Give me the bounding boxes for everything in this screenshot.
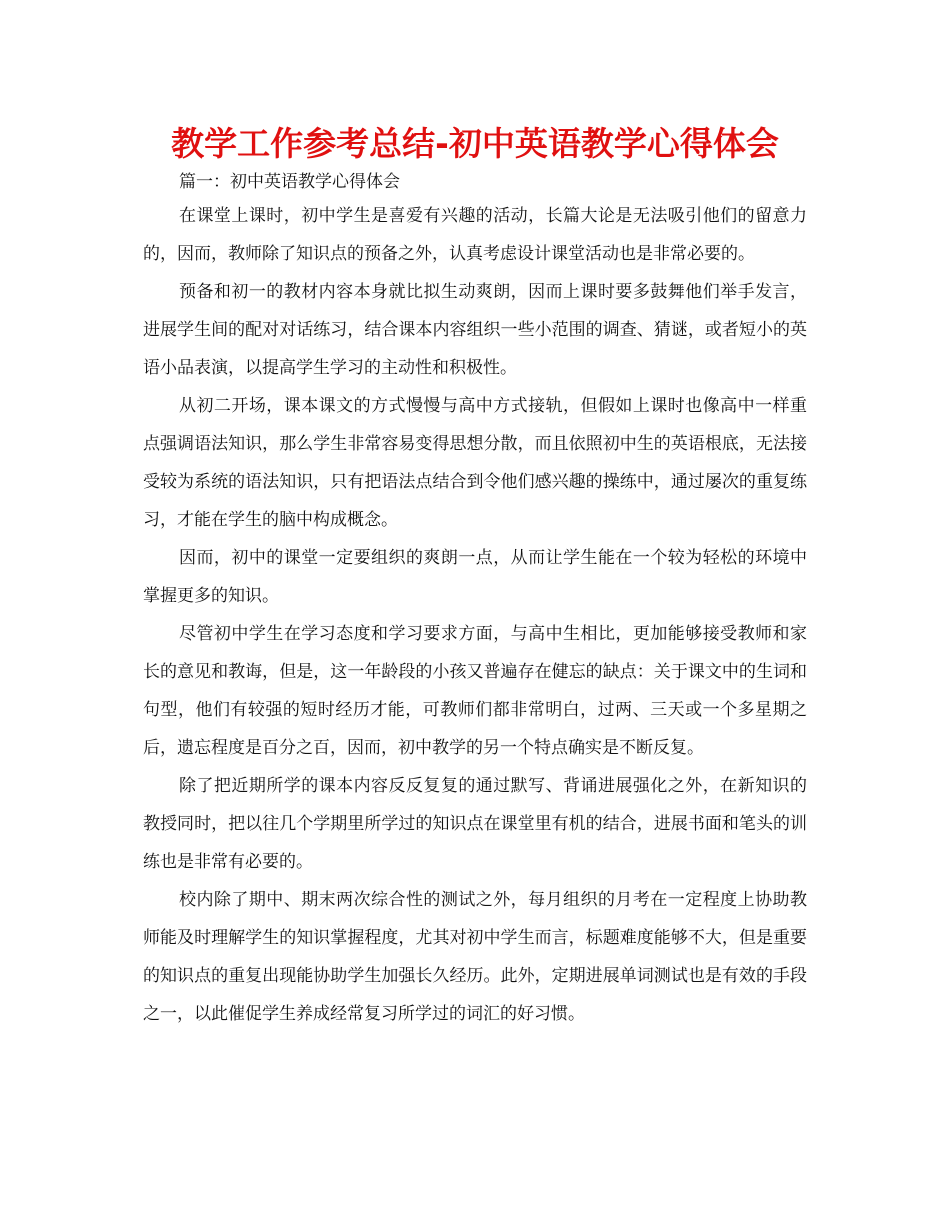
paragraph-2: 预备和初一的教材内容本身就比拟生动爽朗，因而上课时要多鼓舞他们举手发言，进展学生间的配对对话练习，结合课本内容组织一些小范围的调查、猜谜，或者短小的英语小品表演，以提高学生学习的主动性和积极性。 bbox=[143, 282, 807, 378]
paragraph-7: 校内除了期中、期末两次综合性的测试之外，每月组织的月考在一定程度上协助教师能及时理解学生的知识掌握程度，尤其对初中学生而言，标题难度能够不大，但是重要的知识点的重复出现能协助学生加强长久经历。此外，定期进展单词测试也是有效的手段之一，以此催促学生养成经常复习所学过的词汇的好习惯。 bbox=[143, 890, 807, 1024]
paragraph-5: 尽管初中学生在学习态度和学习要求方面，与高中生相比，更加能够接受教师和家长的意见和教诲，但是，这一年龄段的小孩又普遍存在健忘的缺点：关于课文中的生词和句型，他们有较强的短时经历才能，可教师们都非常明白，过两、三天或一个多星期之后，遗忘程度是百分之百，因而，初中教学的另一个特点确实是不断反复。 bbox=[143, 624, 807, 758]
paragraph-4: 因而，初中的课堂一定要组织的爽朗一点，从而让学生能在一个较为轻松的环境中掌握更多的知识。 bbox=[143, 548, 807, 606]
paragraph-3: 从初二开场，课本课文的方式慢慢与高中方式接轨，但假如上课时也像高中一样重点强调语法知识，那么学生非常容易变得思想分散，而且依照初中生的英语根底，无法接受较为系统的语法知识，只有把语法点结合到令他们感兴趣的操练中，通过屡次的重复练习，才能在学生的脑中构成概念。 bbox=[143, 396, 807, 530]
document-body bbox=[143, 168, 807, 1033]
document-title: 教学工作参考总结-初中英语教学心得体会 bbox=[171, 124, 779, 163]
section-heading: 篇一：初中英语教学心得体会 bbox=[179, 172, 400, 192]
paragraph-1: 在课堂上课时，初中学生是喜爱有兴趣的活动，长篇大论是无法吸引他们的留意力的，因而，教师除了知识点的预备之外，认真考虑设计课堂活动也是非常必要的。 bbox=[143, 206, 807, 264]
paragraph-6: 除了把近期所学的课本内容反反复复的通过默写、背诵进展强化之外，在新知识的教授同时，把以往几个学期里所学过的知识点在课堂里有机的结合，进展书面和笔头的训练也是非常有必要的。 bbox=[143, 776, 807, 872]
